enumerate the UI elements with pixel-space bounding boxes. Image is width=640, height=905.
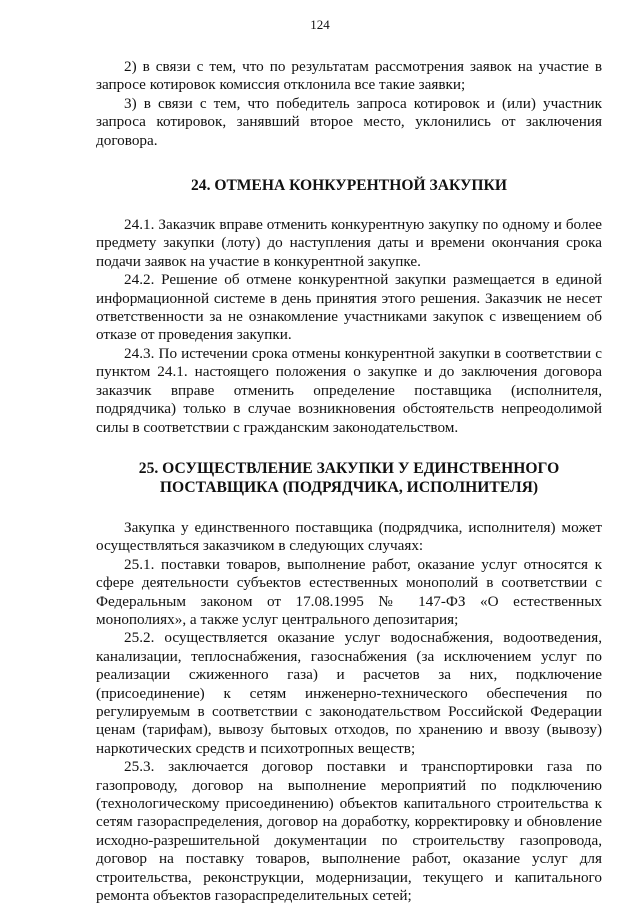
paragraph-24-3: 24.3. По истечении срока отмены конкурентной закупки в соответствии с пунктом 24.1. настоящего положения о закупке и до заключения договора заказчик вправе отменить определение поставщика (исполнителя, подрядчика) только в случае возникновения обстоятельств непреодолимой силы в соответствии с гражданским законодательством. — [96, 344, 602, 436]
intro-item-3: 3) в связи с тем, что победитель запроса котировок и (или) участник запроса котировок, занявший второе место, уклонились от заключения договора. — [96, 94, 602, 149]
paragraph-25-intro: Закупка у единственного поставщика (подрядчика, исполнителя) может осуществляться заказчиком в следующих случаях: — [96, 518, 602, 555]
paragraph-24-1: 24.1. Заказчик вправе отменить конкурентную закупку по одному и более предмету закупки (лоту) до наступления даты и времени окончания срока подачи заявок на участие в конкурентной закупке. — [96, 216, 602, 270]
section-25-heading-line2: ПОСТАВЩИКА (ПОДРЯДЧИКА, ИСПОЛНИТЕЛЯ) — [159, 478, 539, 496]
section-25-heading — [96, 459, 602, 497]
paragraph-25-3: 25.3. заключается договор поставки и транспортировки газа по газопроводу, договор на выполнение мероприятий по подключению (технологическому присоединению) объектов капитального строительства к сетям газораспределения, договор на доработку, корректировку и обновление исходно-разрешительной документации по строительству газопровода, договор на поставку товаров, выполнение работ, оказание услуг для строительства, реконструкции, модернизации, текущего и капитального ремонта объектов газораспределительных сетей; — [96, 758, 602, 905]
paragraph-25-1: 25.1. поставки товаров, выполнение работ, оказание услуг относятся к сфере деятельности субъектов естественных монополий в соответствии с Федеральным законом от 17.08.1995 № 147-ФЗ «О естественных монополиях», а также услуг центрального депозитария; — [96, 555, 602, 628]
paragraph-24-2: 24.2. Решение об отмене конкурентной закупки размещается в единой информационной системе в день принятия этого решения. Заказчик не несет ответственности за не ознакомление участниками закупок с извещением об отказе от проведения закупки. — [96, 271, 602, 344]
paragraph-25-2: 25.2. осуществляется оказание услуг водоснабжения, водоотведения, канализации, теплоснабжения, газоснабжения (за исключением услуг по реализации сжиженного газа) и расчетов за них, подключение (присоединение) к сетям инженерно-технического обеспечения по регулируемым в соответствии с законодательством Российской Федерации ценам (тарифам), вывозу бытовых отходов, по хранению и ввозу (вывозу) наркотических средств и психотропных веществ; — [96, 629, 602, 757]
intro-item-2: 2) в связи с тем, что по результатам рассмотрения заявок на участие в запросе котировок комиссия отклонила все такие заявки; — [96, 58, 602, 94]
section-25-heading-line1: 25. ОСУЩЕСТВЛЕНИЕ ЗАКУПКИ У ЕДИНСТВЕННОГО — [138, 459, 560, 477]
page-number: 124 — [310, 17, 330, 32]
document-body — [96, 58, 602, 905]
section-24-heading: 24. ОТМЕНА КОНКУРЕНТНОЙ ЗАКУПКИ — [191, 177, 507, 195]
